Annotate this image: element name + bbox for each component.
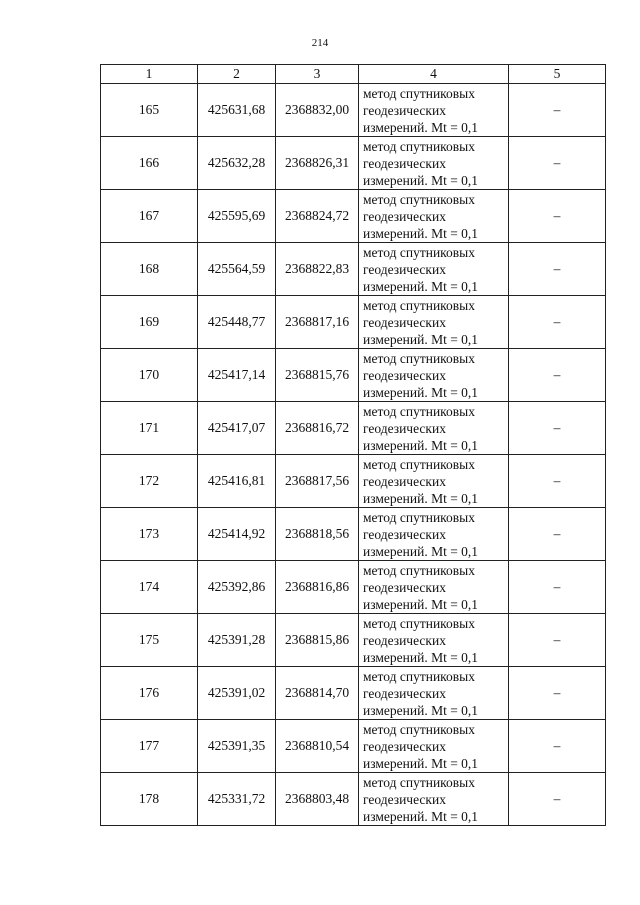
column-header-1: 1 bbox=[101, 65, 198, 84]
table-row bbox=[101, 614, 606, 667]
coordinate-x-cell: 425417,14 bbox=[198, 349, 276, 402]
coordinate-y-cell: 2368815,76 bbox=[276, 349, 359, 402]
table-row bbox=[101, 667, 606, 720]
table-row bbox=[101, 296, 606, 349]
method-line-2: геодезических bbox=[363, 632, 446, 648]
method-line-1: метод спутниковых bbox=[363, 244, 475, 260]
column-5-cell: – bbox=[509, 84, 606, 137]
method-cell bbox=[359, 773, 509, 826]
table-row bbox=[101, 137, 606, 190]
table-header-row bbox=[101, 65, 606, 84]
method-line-3: измерений. Mt = 0,1 bbox=[363, 649, 479, 665]
method-line-3: измерений. Mt = 0,1 bbox=[363, 702, 479, 718]
coordinate-x-cell: 425391,02 bbox=[198, 667, 276, 720]
coordinate-y-cell: 2368817,16 bbox=[276, 296, 359, 349]
method-line-1: метод спутниковых bbox=[363, 350, 475, 366]
coordinate-x-cell: 425416,81 bbox=[198, 455, 276, 508]
table-row bbox=[101, 720, 606, 773]
method-line-1: метод спутниковых bbox=[363, 668, 475, 684]
table-row bbox=[101, 455, 606, 508]
point-number-cell: 173 bbox=[101, 508, 198, 561]
method-line-1: метод спутниковых bbox=[363, 85, 475, 101]
page-number: 214 bbox=[311, 37, 329, 49]
coordinate-x-cell: 425564,59 bbox=[198, 243, 276, 296]
method-cell bbox=[359, 508, 509, 561]
method-line-3: измерений. Mt = 0,1 bbox=[363, 384, 479, 400]
method-line-1: метод спутниковых bbox=[363, 456, 475, 472]
method-cell bbox=[359, 84, 509, 137]
point-number-cell: 174 bbox=[101, 561, 198, 614]
method-line-3: измерений. Mt = 0,1 bbox=[363, 172, 479, 188]
method-line-1: метод спутниковых bbox=[363, 509, 475, 525]
point-number-cell: 169 bbox=[101, 296, 198, 349]
column-5-cell: – bbox=[509, 296, 606, 349]
method-cell bbox=[359, 455, 509, 508]
method-line-2: геодезических bbox=[363, 155, 446, 171]
coordinate-y-cell: 2368803,48 bbox=[276, 773, 359, 826]
method-line-3: измерений. Mt = 0,1 bbox=[363, 278, 479, 294]
column-5-cell: – bbox=[509, 667, 606, 720]
column-5-cell: – bbox=[509, 508, 606, 561]
method-line-2: геодезических bbox=[363, 685, 446, 701]
method-line-2: геодезических bbox=[363, 261, 446, 277]
method-line-1: метод спутниковых bbox=[363, 774, 475, 790]
method-cell bbox=[359, 720, 509, 773]
coordinate-x-cell: 425448,77 bbox=[198, 296, 276, 349]
method-line-2: геодезических bbox=[363, 102, 446, 118]
point-number-cell: 167 bbox=[101, 190, 198, 243]
point-number-cell: 178 bbox=[101, 773, 198, 826]
table-body bbox=[101, 84, 606, 826]
column-header-4: 4 bbox=[359, 65, 509, 84]
point-number-cell: 177 bbox=[101, 720, 198, 773]
method-line-2: геодезических bbox=[363, 738, 446, 754]
column-header-3: 3 bbox=[276, 65, 359, 84]
method-line-1: метод спутниковых bbox=[363, 403, 475, 419]
method-cell bbox=[359, 243, 509, 296]
coordinate-y-cell: 2368814,70 bbox=[276, 667, 359, 720]
method-line-1: метод спутниковых bbox=[363, 191, 475, 207]
coordinates-table bbox=[100, 64, 606, 826]
method-cell bbox=[359, 402, 509, 455]
method-line-2: геодезических bbox=[363, 579, 446, 595]
coordinate-x-cell: 425595,69 bbox=[198, 190, 276, 243]
method-line-3: измерений. Mt = 0,1 bbox=[363, 437, 479, 453]
column-header-2: 2 bbox=[198, 65, 276, 84]
method-line-2: геодезических bbox=[363, 420, 446, 436]
point-number-cell: 172 bbox=[101, 455, 198, 508]
column-5-cell: – bbox=[509, 349, 606, 402]
column-5-cell: – bbox=[509, 243, 606, 296]
method-line-3: измерений. Mt = 0,1 bbox=[363, 808, 479, 824]
coordinate-x-cell: 425414,92 bbox=[198, 508, 276, 561]
method-cell bbox=[359, 190, 509, 243]
point-number-cell: 176 bbox=[101, 667, 198, 720]
method-line-1: метод спутниковых bbox=[363, 562, 475, 578]
coordinate-y-cell: 2368815,86 bbox=[276, 614, 359, 667]
method-line-2: геодезических bbox=[363, 314, 446, 330]
coordinate-x-cell: 425391,28 bbox=[198, 614, 276, 667]
column-5-cell: – bbox=[509, 773, 606, 826]
table-row bbox=[101, 508, 606, 561]
coordinate-y-cell: 2368810,54 bbox=[276, 720, 359, 773]
method-line-2: геодезических bbox=[363, 208, 446, 224]
coordinate-y-cell: 2368832,00 bbox=[276, 84, 359, 137]
coordinate-x-cell: 425417,07 bbox=[198, 402, 276, 455]
point-number-cell: 171 bbox=[101, 402, 198, 455]
column-header-5: 5 bbox=[509, 65, 606, 84]
coordinate-y-cell: 2368817,56 bbox=[276, 455, 359, 508]
column-5-cell: – bbox=[509, 190, 606, 243]
method-cell bbox=[359, 561, 509, 614]
point-number-cell: 170 bbox=[101, 349, 198, 402]
column-5-cell: – bbox=[509, 720, 606, 773]
coordinate-x-cell: 425331,72 bbox=[198, 773, 276, 826]
coordinate-y-cell: 2368818,56 bbox=[276, 508, 359, 561]
coordinate-y-cell: 2368822,83 bbox=[276, 243, 359, 296]
method-cell bbox=[359, 349, 509, 402]
coordinate-x-cell: 425632,28 bbox=[198, 137, 276, 190]
table-row bbox=[101, 402, 606, 455]
method-line-1: метод спутниковых bbox=[363, 615, 475, 631]
method-cell bbox=[359, 137, 509, 190]
column-5-cell: – bbox=[509, 137, 606, 190]
method-cell bbox=[359, 667, 509, 720]
method-line-3: измерений. Mt = 0,1 bbox=[363, 225, 479, 241]
column-5-cell: – bbox=[509, 455, 606, 508]
method-cell bbox=[359, 614, 509, 667]
coordinate-y-cell: 2368816,72 bbox=[276, 402, 359, 455]
coordinate-x-cell: 425631,68 bbox=[198, 84, 276, 137]
method-line-2: геодезических bbox=[363, 473, 446, 489]
point-number-cell: 168 bbox=[101, 243, 198, 296]
coordinate-y-cell: 2368816,86 bbox=[276, 561, 359, 614]
method-line-3: измерений. Mt = 0,1 bbox=[363, 119, 479, 135]
point-number-cell: 165 bbox=[101, 84, 198, 137]
column-5-cell: – bbox=[509, 402, 606, 455]
coordinate-x-cell: 425391,35 bbox=[198, 720, 276, 773]
method-line-3: измерений. Mt = 0,1 bbox=[363, 596, 479, 612]
method-line-2: геодезических bbox=[363, 367, 446, 383]
table-row bbox=[101, 561, 606, 614]
table-row bbox=[101, 190, 606, 243]
method-line-3: измерений. Mt = 0,1 bbox=[363, 490, 479, 506]
method-line-2: геодезических bbox=[363, 791, 446, 807]
column-5-cell: – bbox=[509, 561, 606, 614]
table-row bbox=[101, 84, 606, 137]
method-line-1: метод спутниковых bbox=[363, 138, 475, 154]
method-line-3: измерений. Mt = 0,1 bbox=[363, 543, 479, 559]
table-row bbox=[101, 349, 606, 402]
point-number-cell: 175 bbox=[101, 614, 198, 667]
column-5-cell: – bbox=[509, 614, 606, 667]
method-line-1: метод спутниковых bbox=[363, 721, 475, 737]
point-number-cell: 166 bbox=[101, 137, 198, 190]
method-cell bbox=[359, 296, 509, 349]
method-line-2: геодезических bbox=[363, 526, 446, 542]
coordinate-y-cell: 2368824,72 bbox=[276, 190, 359, 243]
coordinate-y-cell: 2368826,31 bbox=[276, 137, 359, 190]
table-row bbox=[101, 773, 606, 826]
method-line-3: измерений. Mt = 0,1 bbox=[363, 331, 479, 347]
method-line-3: измерений. Mt = 0,1 bbox=[363, 755, 479, 771]
method-line-1: метод спутниковых bbox=[363, 297, 475, 313]
coordinate-x-cell: 425392,86 bbox=[198, 561, 276, 614]
table-row bbox=[101, 243, 606, 296]
